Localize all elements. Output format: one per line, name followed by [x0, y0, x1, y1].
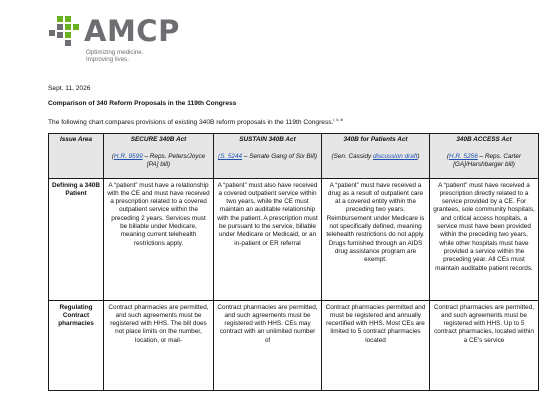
bill-prefix: (	[446, 153, 449, 160]
logo-wordmark: AMCP	[84, 14, 180, 48]
table-cell: Contract pharmacies are permitted, and such agreements must be registered with HHS. CEs may contract with an unlimited number of	[214, 300, 322, 390]
bill-sponsors: – Senate Gang of Six Bill)	[242, 153, 318, 160]
table-cell: A “patient” must have a relationship with the CE and must have received a prescription related to a covered outpatient service within the preceding 2 years. Services must be billable under Medicare, meaning current telehealth restrictions apply.	[104, 178, 214, 300]
header-bill-line	[325, 153, 426, 167]
header-bill-line	[433, 153, 535, 176]
header-bill-line	[217, 153, 318, 167]
bill-link[interactable]: (S. 5244	[217, 153, 243, 160]
comparison-table	[48, 133, 539, 391]
bill-prefix: (Sen. Cassidy	[331, 153, 373, 160]
document-date: Sept. 11, 2026	[48, 85, 91, 92]
header-title: SUSTAIN 340B Act	[239, 136, 296, 143]
header-sustain-340b	[214, 134, 322, 179]
header-title: 340B ACCESS Act	[456, 136, 512, 143]
table-cell: A “patient” must also have received a covered outpatient service within two years, while the CE must maintain an auditable relationship with the patient. A prescription must be pursuant to the service, billable under Medicare or Medicaid, or an in-patient or ER referral	[214, 178, 322, 300]
header-bill-line	[107, 153, 210, 176]
header-title: SECURE 340B Act	[130, 136, 187, 143]
table-row	[49, 300, 539, 390]
table-header-row	[49, 134, 539, 179]
bill-sponsors: – Reps. Carter [GA]/Harshbarger bill)	[453, 153, 522, 169]
bill-link[interactable]: H.R. 9599	[113, 153, 143, 160]
header-title: Issue Area	[59, 136, 93, 143]
document-title: Comparison of 340 Reform Proposals in the 119th Congress	[48, 100, 237, 107]
bill-link[interactable]: H.R. 5256	[449, 153, 478, 160]
row-issue-label: Defining a 340B Patient	[49, 178, 104, 300]
table-cell: A “patient” must have received a drug as a result of outpatient care at a covered entity within the preceding two years. Reimbursement under Medicare is not specifically defined, meaning telehealth restrictions do not apply. Drugs furnished through an AIDS drug assistance program are exempt.	[322, 178, 430, 300]
intro-footnote-refs: i, ii, iii	[333, 117, 344, 122]
bill-sponsors: )	[417, 153, 420, 160]
intro-paragraph	[48, 117, 343, 126]
table-cell: A “patient” must have received a prescription directly related to a service provided by a CE. For grantees, sole community hospitals, and critical access hospitals, a service must have been provided within the preceding two years, while other hospitals must have provided a service within the preceding year. All CEs must maintain auditable patient records.	[430, 178, 539, 300]
header-title: 340B for Patients Act	[343, 136, 408, 143]
table-cell: Contract pharmacies permitted and must be registered and annually recertified with HHS. Most CEs are limited to 5 contract pharmacies located	[322, 300, 430, 390]
logo-tagline-line-2: Improving lives.	[86, 56, 129, 64]
amcp-logo-mark-icon	[46, 14, 80, 48]
row-issue-label: Regulating Contract pharmacies	[49, 300, 104, 390]
table-row	[49, 178, 539, 300]
bill-sponsors: – Reps. Peters/Joyce [PA] bill)	[142, 153, 206, 169]
header-issue-area	[49, 134, 104, 179]
logo-tagline-line-1: Optimizing medicine.	[86, 49, 144, 56]
table-cell: Contract pharmacies are permitted, and such agreements must be registered with HHS. Up to 5 contract pharmacies, located within a CE's service	[430, 300, 539, 390]
header-340b-access	[430, 134, 539, 179]
table-cell: Contract pharmacies are permitted, and such agreements must be registered with HHS. The bill does not place limits on the number, location, or mail-	[104, 300, 214, 390]
header-340b-for-patients	[322, 134, 430, 179]
bill-prefix: (	[111, 153, 114, 160]
header-secure-340b	[104, 134, 214, 179]
intro-text: The following chart compares provisions of existing 340B reform proposals in the 119th Congress.	[48, 119, 334, 127]
bill-link[interactable]: discussion draft	[373, 153, 418, 160]
amcp-logo	[46, 12, 196, 64]
logo-tagline	[86, 49, 143, 64]
